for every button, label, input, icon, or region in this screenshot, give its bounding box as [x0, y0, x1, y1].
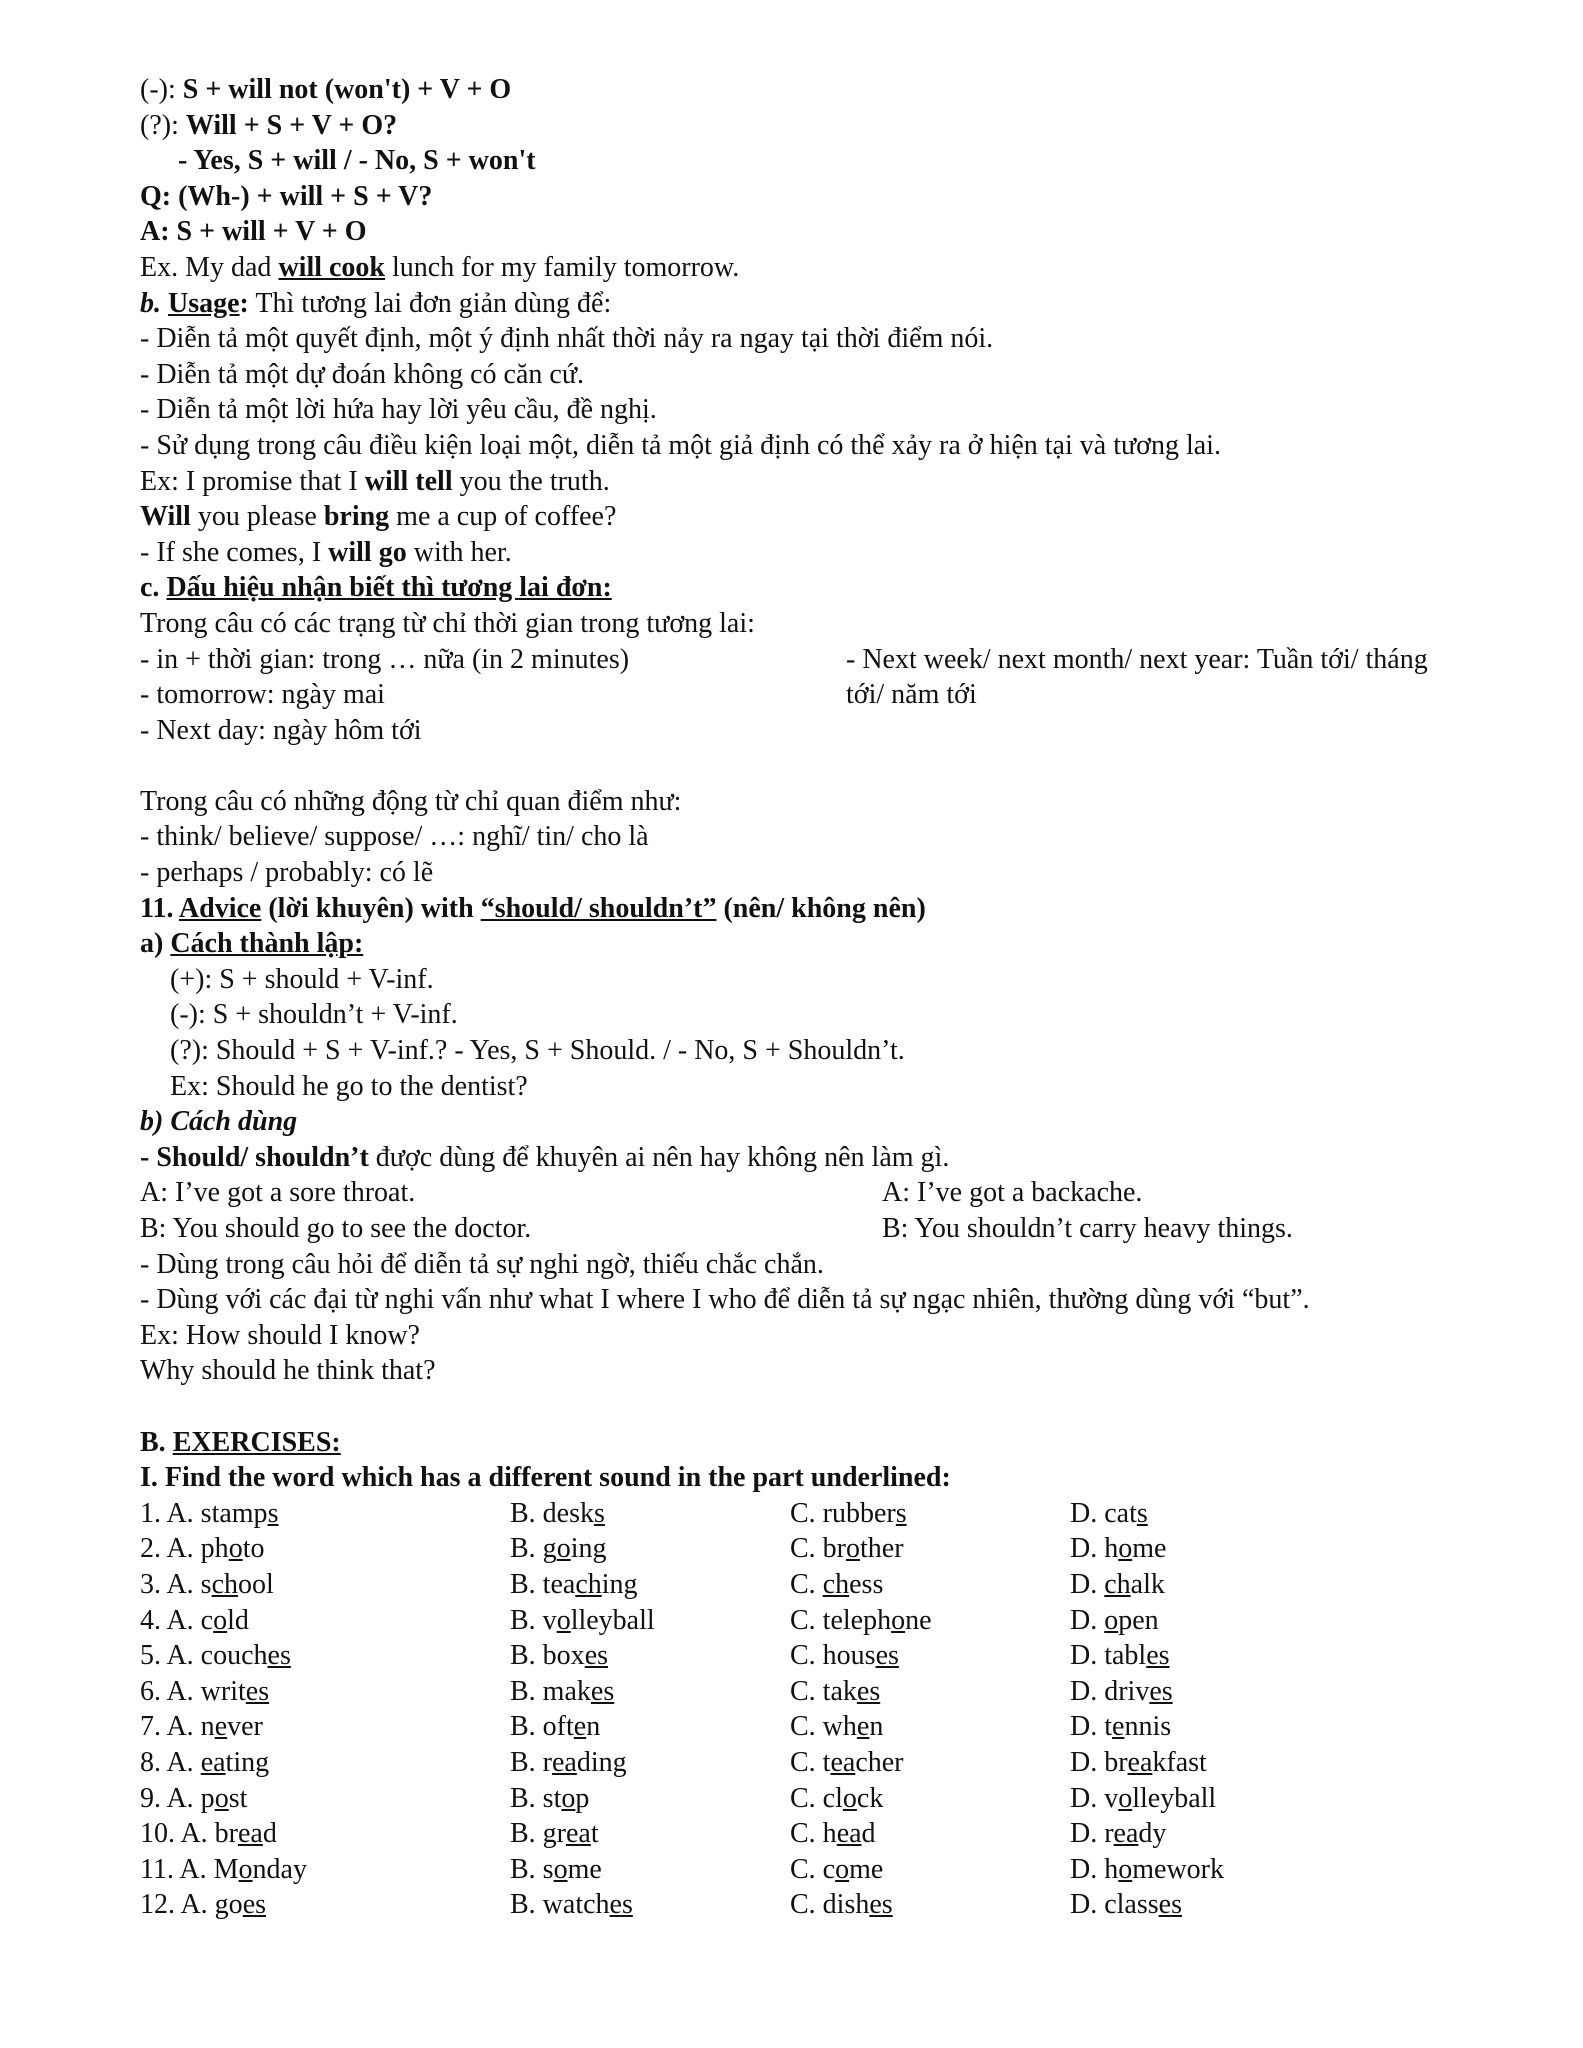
word-part: D. h [1070, 1533, 1119, 1565]
usage-item: - Diễn tả một quyết định, một ý định nhất thời nảy ra ngay tại thời điểm nói. [140, 323, 994, 355]
usage-item: - Dùng với các đại từ nghi vấn như what I where I who để diễn tả sự ngạc nhiên, thường dùng với “but”. [140, 1284, 1310, 1316]
word-part: ld [227, 1604, 249, 1636]
word-part: me [849, 1853, 884, 1885]
word-part: 9. A. p [140, 1782, 215, 1814]
option-d [1070, 1496, 1148, 1532]
option-c [790, 1603, 932, 1639]
exercise-row [140, 1745, 1500, 1781]
underlined-part: ch [1104, 1568, 1131, 1600]
option-c [790, 1531, 904, 1567]
word-part: 3. A. s [140, 1568, 212, 1600]
word-part: alk [1130, 1568, 1165, 1600]
underlined-part: o [213, 1604, 228, 1636]
exercise-row [140, 1852, 1500, 1888]
underlined-part: es [590, 1675, 615, 1707]
word-part: B. gr [510, 1818, 566, 1850]
underlined-part: ea [566, 1818, 591, 1850]
underlined-part: ch [575, 1568, 602, 1600]
option-b [510, 1567, 638, 1603]
underlined-part: o [228, 1533, 243, 1565]
underlined-part: ea [830, 1746, 856, 1778]
option-c [790, 1674, 880, 1710]
option-c [790, 1816, 876, 1852]
underlined-part: o [238, 1853, 253, 1885]
underlined-part: ea [1113, 1818, 1139, 1850]
exercise-row [140, 1816, 1500, 1852]
example-line: Ex: How should I know? [140, 1319, 420, 1351]
underlined-part: o [842, 1782, 857, 1814]
form-item: Ex: Should he go to the dentist? [170, 1070, 528, 1102]
option-d [1070, 1709, 1171, 1745]
option-b [510, 1816, 599, 1852]
underlined-part: s [895, 1497, 907, 1529]
word-part: C. [790, 1568, 823, 1600]
option-a [140, 1887, 266, 1923]
underlined-part: s [267, 1497, 279, 1529]
exercise-row [140, 1674, 1500, 1710]
word-part: lleyball [1132, 1782, 1217, 1814]
option-c [790, 1745, 904, 1781]
option-b [510, 1781, 589, 1817]
word-part: ther [860, 1533, 904, 1565]
form-item: (-): S + shouldn’t + V-inf. [170, 999, 458, 1031]
dialog-row: A: I’ve got a sore throat. A: I’ve got a backache. [140, 1177, 1143, 1209]
word-part: D. tabl [1070, 1640, 1147, 1672]
underlined-part: e [856, 1711, 870, 1743]
underlined-part: es [1149, 1675, 1173, 1707]
word-part: C. teleph [790, 1604, 892, 1636]
word-part: D. v [1070, 1782, 1119, 1814]
option-c [790, 1709, 883, 1745]
signs-row: - Next day: ngày hôm tới [140, 714, 422, 746]
word-part: d [262, 1818, 277, 1850]
word-part: C. dish [790, 1889, 870, 1921]
word-part: 12. A. go [140, 1889, 243, 1921]
word-part: me [567, 1853, 602, 1885]
word-part: B. watch [510, 1889, 610, 1921]
word-part: B. oft [510, 1711, 574, 1743]
word-part: D. h [1070, 1853, 1119, 1885]
option-c [790, 1496, 907, 1532]
word-part: B. v [510, 1604, 557, 1636]
option-b [510, 1674, 614, 1710]
verbs-item: - perhaps / probably: có lẽ [140, 857, 434, 889]
exercise-row [140, 1781, 1500, 1817]
underlined-part: o [1104, 1604, 1119, 1636]
word-part: d [861, 1818, 876, 1850]
underlined-part: o [1118, 1533, 1133, 1565]
word-part: cher [855, 1746, 904, 1778]
exercise-row [140, 1567, 1500, 1603]
word-part: ding [576, 1746, 627, 1778]
option-d [1070, 1745, 1207, 1781]
option-a [140, 1852, 307, 1888]
word-part: D. t [1070, 1711, 1112, 1743]
exercise-row [140, 1887, 1500, 1923]
usage-item: - Diễn tả một lời hứa hay lời yêu cầu, đề nghị. [140, 394, 657, 426]
option-b [510, 1603, 655, 1639]
word-part: D. driv [1070, 1675, 1150, 1707]
option-b [510, 1638, 608, 1674]
underlined-part: o [553, 1853, 568, 1885]
word-part: 11. A. M [140, 1853, 239, 1885]
option-a [140, 1603, 249, 1639]
exercise-row [140, 1638, 1500, 1674]
underlined-part: o [891, 1604, 906, 1636]
option-c [790, 1852, 883, 1888]
underlined-part: es [267, 1640, 291, 1672]
dialog-row: B: You should go to see the doctor. B: You shouldn’t carry heavy things. [140, 1213, 1293, 1244]
option-d [1070, 1638, 1170, 1674]
example-line: Ex. My dad will cook lunch for my family tomorrow. [140, 251, 740, 283]
verbs-item: - think/ believe/ suppose/ …: nghĩ/ tin/ cho là [140, 821, 649, 853]
answer-form: A: S + will + V + O [140, 216, 367, 248]
underlined-part: es [1146, 1640, 1170, 1672]
negative-form: (-): S + will not (won't) + V + O [140, 74, 512, 105]
word-part: ing [570, 1533, 607, 1565]
option-b [510, 1496, 605, 1532]
option-d [1070, 1531, 1166, 1567]
word-part: nday [252, 1853, 307, 1885]
underlined-part: es [584, 1640, 609, 1672]
advice-heading: 11. Advice (lời khuyên) with “should/ shouldn’t” (nên/ không nên) [140, 892, 926, 924]
usage-item: - Dùng trong câu hỏi để diễn tả sự nghi ngờ, thiếu chắc chắn. [140, 1248, 824, 1280]
option-c [790, 1567, 883, 1603]
word-part: t [590, 1818, 599, 1850]
word-part: to [242, 1533, 265, 1565]
word-part: B. mak [510, 1675, 591, 1707]
word-part: D. [1070, 1568, 1105, 1600]
option-a [140, 1567, 274, 1603]
word-part: n [869, 1711, 884, 1743]
word-part: mework [1132, 1853, 1224, 1885]
word-part: D. [1070, 1604, 1105, 1636]
underlined-part: es [242, 1889, 267, 1921]
word-part: B. box [510, 1640, 585, 1672]
word-part: ing [601, 1568, 638, 1600]
verbs-intro: Trong câu có những động từ chỉ quan điểm như: [140, 785, 682, 817]
option-b [510, 1745, 627, 1781]
option-a [140, 1496, 278, 1532]
short-answer: - Yes, S + will / - No, S + won't [178, 145, 536, 177]
word-part: 7. A. n [140, 1711, 215, 1743]
underlined-part: ea [200, 1746, 226, 1778]
option-d [1070, 1816, 1166, 1852]
underlined-part: ch [211, 1568, 239, 1600]
underlined-part: ea [552, 1746, 577, 1778]
example-line: Will you please bring me a cup of coffee? [140, 501, 617, 533]
usage-heading: b. Usage: Thì tương lai đơn giản dùng để: [140, 287, 612, 319]
underlined-part: es [245, 1675, 270, 1707]
option-d [1070, 1781, 1216, 1817]
wh-question-form: Q: (Wh-) + will + S + V? [140, 180, 433, 212]
word-part: st [228, 1782, 248, 1814]
underlined-part: o [1118, 1782, 1133, 1814]
word-part: me [1132, 1533, 1167, 1565]
option-c [790, 1781, 883, 1817]
option-b [510, 1531, 606, 1567]
word-part: 10. A. br [140, 1818, 238, 1850]
word-part: ess [849, 1568, 884, 1600]
word-part: C. t [790, 1746, 831, 1778]
word-part: ver [227, 1711, 263, 1743]
underlined-part: ea [836, 1818, 862, 1850]
word-part: B. g [510, 1533, 557, 1565]
word-part: C. wh [790, 1711, 857, 1743]
word-part: 4. A. c [140, 1604, 214, 1636]
underlined-part: s [594, 1497, 605, 1529]
word-part: ne [905, 1604, 932, 1636]
underlined-part: o [556, 1533, 571, 1565]
underlined-part: o [835, 1853, 850, 1885]
word-part: lleyball [570, 1604, 655, 1636]
word-part: C. hous [790, 1640, 876, 1672]
word-part: 5. A. couch [140, 1640, 268, 1672]
exercise-list [140, 1496, 1500, 1923]
word-part: C. cl [790, 1782, 843, 1814]
example-line: Why should he think that? [140, 1355, 436, 1387]
underlined-part: o [561, 1782, 576, 1814]
word-part: pen [1118, 1604, 1159, 1636]
option-a [140, 1674, 269, 1710]
option-a [140, 1816, 277, 1852]
word-part: 2. A. ph [140, 1533, 229, 1565]
word-part: p [575, 1782, 590, 1814]
usage-heading: b) Cách dùng [140, 1106, 298, 1138]
word-part: 1. A. stamp [140, 1497, 268, 1529]
underlined-part: o [1118, 1853, 1133, 1885]
word-part: 8. A. [140, 1746, 201, 1778]
underlined-part: ea [238, 1818, 263, 1850]
option-a [140, 1638, 291, 1674]
word-part: D. cat [1070, 1497, 1137, 1529]
signs-row: - in + thời gian: trong … nữa (in 2 minutes) - Next week/ next month/ next year: Tuần tới/ tháng [140, 643, 1428, 675]
exercise-row [140, 1709, 1500, 1745]
exercise-task: I. Find the word which has a different sound in the part underlined: [140, 1462, 951, 1494]
example-line: Ex: I promise that I will tell you the truth. [140, 465, 610, 497]
usage-item: - Should/ shouldn’t được dùng để khuyên ai nên hay không nên làm gì. [140, 1141, 950, 1173]
option-b [510, 1852, 602, 1888]
underlined-part: e [214, 1711, 228, 1743]
underlined-part: es [869, 1889, 893, 1921]
word-part: B. st [510, 1782, 562, 1814]
underlined-part: ch [822, 1568, 850, 1600]
underlined-part: ea [1127, 1746, 1153, 1778]
exercises-heading: B. EXERCISES: [140, 1426, 341, 1458]
option-d [1070, 1887, 1182, 1923]
word-part: C. rubber [790, 1497, 896, 1529]
page-content [140, 72, 1500, 1923]
option-c [790, 1638, 899, 1674]
exercise-row [140, 1531, 1500, 1567]
word-part: D. class [1070, 1889, 1159, 1921]
form-heading: a) Cách thành lập: [140, 928, 364, 960]
question-form: (?): Will + S + V + O? [140, 109, 398, 141]
underlined-part: o [846, 1533, 860, 1565]
option-a [140, 1531, 264, 1567]
signs-intro: Trong câu có các trạng từ chỉ thời gian trong tương lai: [140, 607, 755, 639]
form-item: (+): S + should + V-inf. [170, 963, 434, 995]
word-part: D. r [1070, 1818, 1114, 1850]
form-item: (?): Should + S + V-inf.? - Yes, S + Should. / - No, S + Shouldn’t. [170, 1035, 905, 1067]
signs-row: - tomorrow: ngày mai tới/ năm tới [140, 679, 977, 711]
word-part: C. c [790, 1853, 836, 1885]
word-part: ting [225, 1746, 270, 1778]
option-d [1070, 1852, 1224, 1888]
underlined-part: es [856, 1675, 881, 1707]
option-c [790, 1887, 893, 1923]
example-line: - If she comes, I will go with her. [140, 536, 512, 568]
word-part: C. h [790, 1818, 837, 1850]
option-b [510, 1887, 633, 1923]
word-part: dy [1138, 1818, 1167, 1850]
word-part: nnis [1124, 1711, 1172, 1743]
underlined-part: es [875, 1640, 899, 1672]
underlined-part: e [573, 1711, 587, 1743]
underlined-part: s [1136, 1497, 1148, 1529]
usage-item: - Sử dụng trong câu điều kiện loại một, diễn tả một giả định có thể xảy ra ở hiện tại và tương lai. [140, 429, 1221, 461]
option-d [1070, 1567, 1165, 1603]
word-part: B. tea [510, 1568, 576, 1600]
usage-item: - Diễn tả một dự đoán không có căn cứ. [140, 358, 585, 390]
underlined-part: o [214, 1782, 229, 1814]
option-d [1070, 1674, 1173, 1710]
word-part: D. br [1070, 1746, 1128, 1778]
word-part: B. s [510, 1853, 554, 1885]
word-part: ool [238, 1568, 274, 1600]
option-d [1070, 1603, 1159, 1639]
exercise-row [140, 1603, 1500, 1639]
word-part: B. r [510, 1746, 552, 1778]
exercise-row [140, 1496, 1500, 1532]
word-part: C. tak [790, 1675, 857, 1707]
word-part: kfast [1152, 1746, 1207, 1778]
word-part: n [586, 1711, 601, 1743]
signs-heading: c. Dấu hiệu nhận biết thì tương lai đơn: [140, 572, 612, 604]
underlined-part: es [1158, 1889, 1182, 1921]
option-a [140, 1781, 247, 1817]
underlined-part: es [609, 1889, 633, 1921]
word-part: ck [856, 1782, 884, 1814]
word-part: B. desk [510, 1497, 594, 1529]
underlined-part: o [556, 1604, 571, 1636]
underlined-part: e [1112, 1711, 1125, 1743]
option-a [140, 1745, 269, 1781]
option-b [510, 1709, 600, 1745]
option-a [140, 1709, 263, 1745]
word-part: C. br [790, 1533, 846, 1565]
word-part: 6. A. writ [140, 1675, 246, 1707]
